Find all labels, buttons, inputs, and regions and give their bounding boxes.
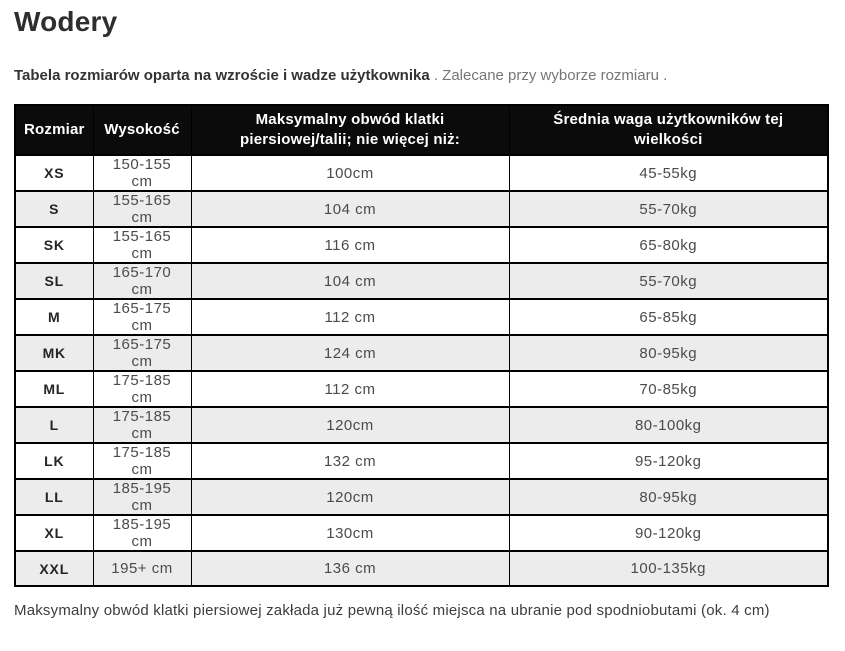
- subtitle: [14, 67, 831, 85]
- weight-cell: 65-80kg: [509, 227, 828, 263]
- chest-cell: 100cm: [191, 155, 509, 191]
- size-cell: LK: [15, 443, 93, 479]
- height-cell: 165-170 cm: [93, 263, 191, 299]
- weight-cell: 65-85kg: [509, 299, 828, 335]
- weight-cell: 45-55kg: [509, 155, 828, 191]
- table-row: [15, 335, 828, 371]
- weight-cell: 70-85kg: [509, 371, 828, 407]
- size-cell: S: [15, 191, 93, 227]
- height-cell: 155-165 cm: [93, 227, 191, 263]
- height-cell: 150-155 cm: [93, 155, 191, 191]
- chest-cell: 136 cm: [191, 551, 509, 586]
- subtitle-rest-text: . Zalecane przy wyborze rozmiaru .: [429, 67, 668, 84]
- header-chest: Maksymalny obwód klatki piersiowej/talii; nie więcej niż:: [191, 105, 509, 155]
- footnote: Maksymalny obwód klatki piersiowej zakłada już pewną ilość miejsca na ubranie pod spodniobutami (ok. 4 cm): [14, 602, 770, 619]
- page-title: Wodery: [14, 6, 118, 37]
- chest-cell: 104 cm: [191, 191, 509, 227]
- subtitle-bold-text: Tabela rozmiarów oparta na wzroście i wadze użytkownika: [14, 67, 430, 84]
- chest-cell: 120cm: [191, 479, 509, 515]
- header-size: Rozmiar: [15, 105, 93, 155]
- size-cell: XL: [15, 515, 93, 551]
- chest-cell: 112 cm: [191, 371, 509, 407]
- table-row: [15, 407, 828, 443]
- height-cell: 175-185 cm: [93, 443, 191, 479]
- chest-cell: 112 cm: [191, 299, 509, 335]
- chest-cell: 104 cm: [191, 263, 509, 299]
- chest-cell: 116 cm: [191, 227, 509, 263]
- weight-cell: 100-135kg: [509, 551, 828, 586]
- table-row: [15, 479, 828, 515]
- size-cell: MK: [15, 335, 93, 371]
- height-cell: 165-175 cm: [93, 299, 191, 335]
- header-height: Wysokość: [93, 105, 191, 155]
- header-row: [15, 105, 828, 155]
- weight-cell: 55-70kg: [509, 191, 828, 227]
- height-cell: 175-185 cm: [93, 371, 191, 407]
- size-table-header: [15, 105, 828, 155]
- height-cell: 185-195 cm: [93, 515, 191, 551]
- table-row: [15, 191, 828, 227]
- table-row: [15, 227, 828, 263]
- size-cell: SK: [15, 227, 93, 263]
- table-row: [15, 551, 828, 586]
- height-cell: 165-175 cm: [93, 335, 191, 371]
- size-cell: SL: [15, 263, 93, 299]
- chest-cell: 124 cm: [191, 335, 509, 371]
- size-cell: XS: [15, 155, 93, 191]
- chest-cell: 132 cm: [191, 443, 509, 479]
- chest-cell: 120cm: [191, 407, 509, 443]
- size-cell: XXL: [15, 551, 93, 586]
- table-row: [15, 299, 828, 335]
- height-cell: 155-165 cm: [93, 191, 191, 227]
- weight-cell: 80-95kg: [509, 335, 828, 371]
- size-cell: ML: [15, 371, 93, 407]
- weight-cell: 90-120kg: [509, 515, 828, 551]
- weight-cell: 80-100kg: [509, 407, 828, 443]
- size-cell: M: [15, 299, 93, 335]
- size-cell: L: [15, 407, 93, 443]
- table-row: [15, 515, 828, 551]
- height-cell: 195+ cm: [93, 551, 191, 586]
- size-cell: LL: [15, 479, 93, 515]
- weight-cell: 80-95kg: [509, 479, 828, 515]
- size-table-body: [15, 155, 828, 586]
- chest-cell: 130cm: [191, 515, 509, 551]
- weight-cell: 55-70kg: [509, 263, 828, 299]
- weight-cell: 95-120kg: [509, 443, 828, 479]
- table-row: [15, 443, 828, 479]
- height-cell: 175-185 cm: [93, 407, 191, 443]
- table-row: [15, 371, 828, 407]
- height-cell: 185-195 cm: [93, 479, 191, 515]
- size-table: [14, 104, 829, 587]
- header-weight: Średnia waga użytkowników tej wielkości: [509, 105, 828, 155]
- table-row: [15, 263, 828, 299]
- table-row: [15, 155, 828, 191]
